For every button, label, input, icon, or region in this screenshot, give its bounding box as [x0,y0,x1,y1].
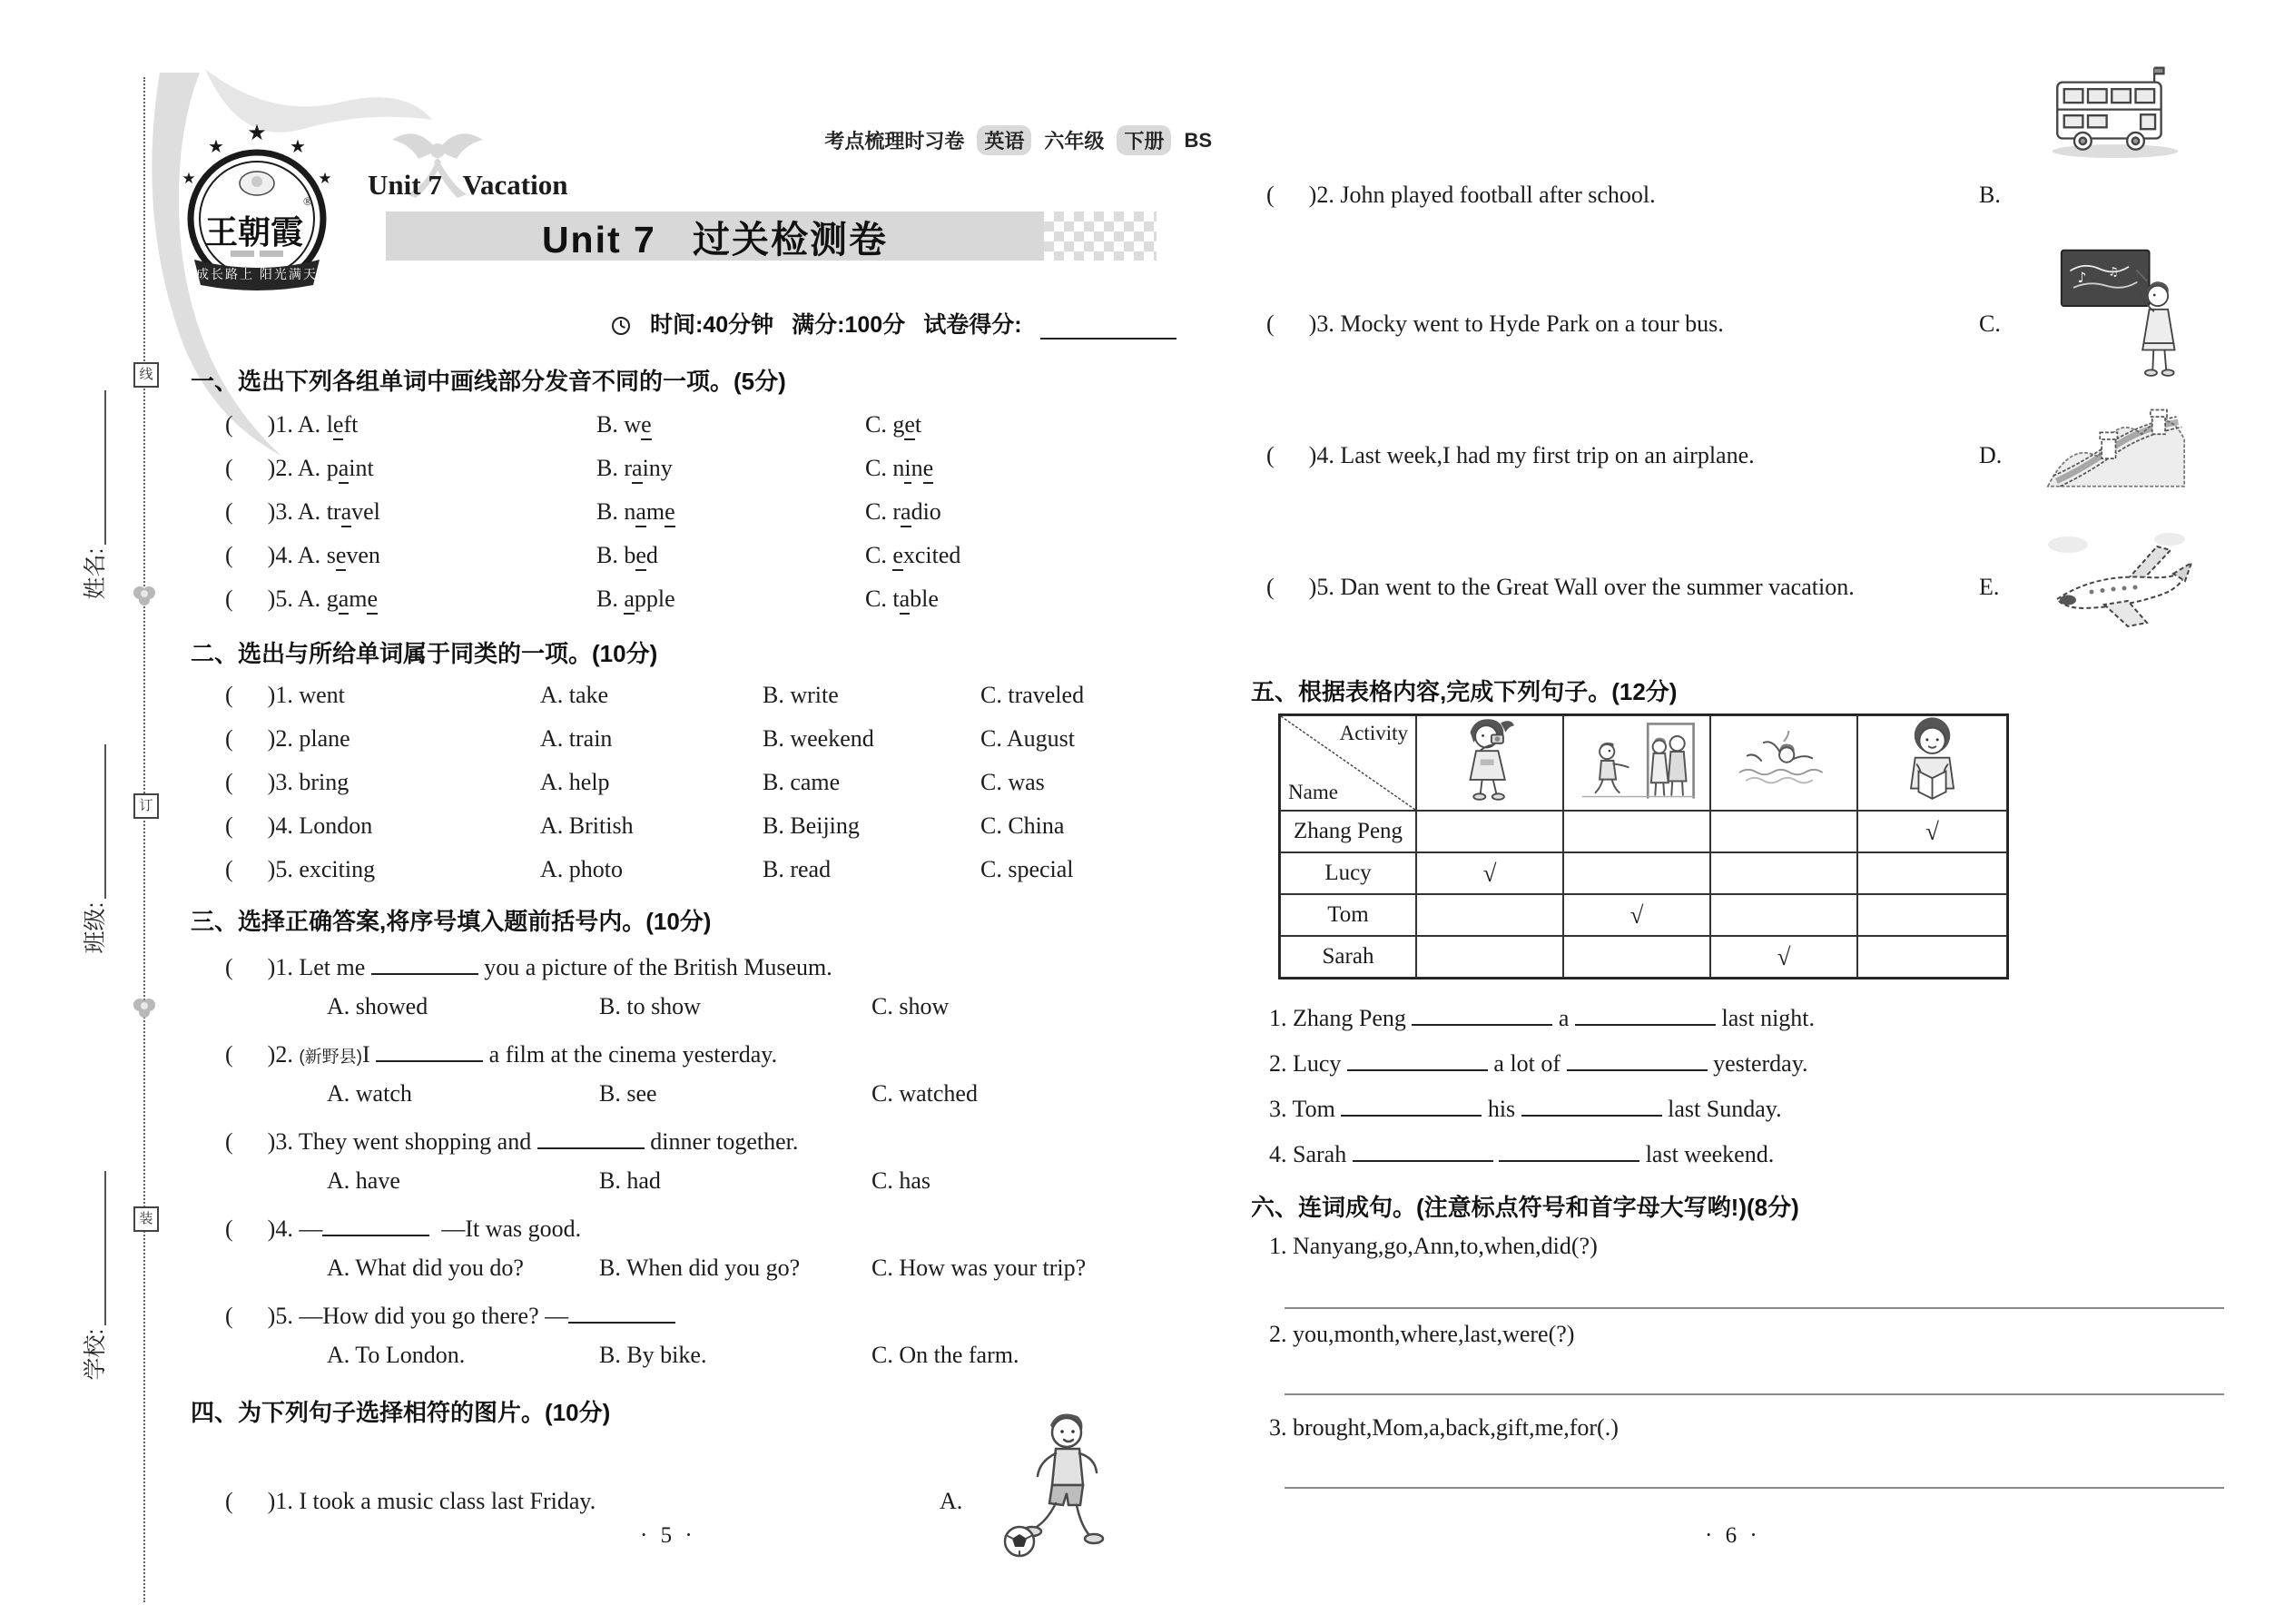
sentence-text: dinner together. [644,1128,799,1155]
page-number-left: · 5 · [640,1523,696,1548]
answer-bracket: ( ) [225,455,276,481]
phonics-row [191,542,1216,586]
choice-options [191,1167,1216,1211]
phonics-option: C. get [865,411,921,438]
meta-segment: 下册 [1117,125,1171,155]
category-option: C. China [980,812,1065,839]
answer-blank [1353,1137,1493,1162]
choice-option: C. On the farm. [871,1342,1019,1368]
margin-field-blank [82,1171,106,1325]
phonics-option: C. radio [865,498,941,526]
swimming-icon [1737,731,1831,795]
choice-option: A. What did you do? [327,1255,524,1281]
table-name-cell: Zhang Peng [1280,811,1416,852]
sentence-text: last night. [1715,1005,1816,1031]
answer-blank [1521,1091,1662,1117]
picture-option [2059,241,2181,389]
answer-bracket: ( ) [225,1488,276,1514]
meta-segment: 六年级 [1044,130,1105,153]
svg-text:★: ★ [182,170,196,188]
underlined-letter: e [635,542,646,571]
answer-line [1285,1393,2224,1395]
underlined-letter: a [901,498,911,527]
sentence-text: —How did you go there? — [299,1303,569,1329]
answer-bracket: ( ) [225,1041,276,1068]
choice-option: C. show [871,993,950,1019]
picture-match-row: ( )2. John played football after school. [1266,182,1656,208]
check-mark: √ [1482,859,1497,887]
sentence-text: Lucy [1293,1050,1347,1077]
margin-field-0 [75,354,112,635]
answer-line [1285,1487,2224,1489]
choice-options [191,1080,1216,1124]
answer-blank [537,1124,645,1149]
answer-bracket: ( ) [225,411,276,438]
underlined-letter: e [892,542,903,571]
picture-option [2047,64,2183,163]
check-mark: √ [1777,942,1791,970]
sentence-text: his [1482,1096,1521,1122]
category-stem: ( )5. exciting [225,856,376,882]
category-row [191,682,1216,725]
badge-name-text: 王朝霞 [204,214,304,251]
choice-option: C. How was your trip? [871,1255,1087,1281]
table-corner-cell [1280,715,1416,811]
category-option: C. August [980,725,1076,752]
choice-option: B. to show [599,993,701,1019]
phonics-option: C. nine [865,455,933,482]
question-stem: ( )1. Let me you a picture of the British Museum. [225,950,832,981]
category-option: A. train [540,725,613,752]
table-check-cell [1857,811,2007,852]
answer-bracket: ( ) [225,1216,276,1242]
underlined-letter: e [333,411,344,440]
sentence-text: Sarah [1293,1141,1353,1167]
choice-options [191,1342,1216,1385]
category-row [191,856,1216,900]
table-check-cell [1416,894,1563,936]
jumble-item: 3. brought,Mom,a,back,gift,me,for(.) [1269,1414,1619,1441]
phonics-option: B. bed [596,542,658,569]
underlined-letter: a [624,586,635,615]
answer-bracket: ( ) [1266,574,1317,600]
answer-blank [371,950,478,975]
svg-text:♪: ♪ [2077,269,2087,287]
picture-option-a [992,1405,1128,1566]
category-stem: ( )1. went [225,682,345,708]
table-check-cell [1857,936,2007,978]
underlined-letter: a [341,498,352,527]
sentence-text: last Sunday. [1661,1096,1782,1122]
page-number-right: · 6 · [1705,1523,1761,1548]
choice-question [191,1298,1216,1342]
clock-icon [610,315,632,337]
category-option: B. write [763,682,839,708]
category-option: A. help [540,769,610,795]
picture-match-row: ( )4. Last week,I had my first trip on an airplane. [1266,442,1755,468]
phonics-stem: ( )5. A. game [225,586,378,613]
category-option: A. photo [540,856,623,882]
unit-subtitle: Unit 7 Vacation [368,169,568,201]
picture-letter: D. [1979,442,2003,468]
checker-decoration [1044,212,1157,261]
activity-table [1278,714,2009,979]
choice-option: C. watched [871,1080,978,1107]
phonics-stem: ( )2. A. paint [225,455,374,482]
answer-blank [322,1211,429,1236]
table-activity-header [1857,715,2007,811]
section-one-title: 一、选出下列各组单词中画线部分发音不同的一项。(5分) [191,368,786,395]
table-check-cell [1416,811,1563,852]
choice-option: C. has [871,1167,930,1194]
answer-blank [1575,1000,1716,1026]
knot-decoration [131,995,158,1022]
category-option: C. traveled [980,682,1085,708]
table-activity-header [1710,715,1857,811]
reading-book-icon [1896,715,1969,811]
underlined-letter: a [635,498,646,527]
answer-blank [1347,1046,1488,1071]
fill-in-sentence: 1. Zhang Peng a last night. [1269,1000,2231,1046]
table-name-cell: Tom [1280,894,1416,936]
section-three [191,903,1216,1385]
fill-in-sentences [1269,1000,2231,1182]
underlined-letter: i [904,455,911,484]
table-check-cell [1416,852,1563,894]
sentence-text: you a picture of the British Museum. [478,954,832,980]
underlined-letter: e [665,498,675,527]
meta-segment: 英语 [977,125,1031,155]
answer-blank [1341,1091,1482,1117]
choice-question [191,1124,1216,1167]
table-check-cell [1710,894,1857,936]
margin-field-blank [82,744,106,899]
question-stem: ( )4. — —It was good. [225,1211,581,1243]
phonics-option: B. we [596,411,652,438]
binding-char-装: 装 [133,1206,159,1232]
section-four-title: 四、为下列句子选择相符的图片。(10分) [191,1399,611,1426]
phonics-option: C. table [865,586,939,613]
picture-letter: C. [1979,310,2001,337]
category-option: B. came [763,769,841,795]
picture-option [2044,387,2188,498]
sentence-text: a lot of [1487,1050,1567,1077]
margin-field-2 [75,1135,112,1416]
time-limit: 时间:40分钟 [650,312,774,338]
picture-match-stem: ( )1. I took a music class last Friday. [225,1488,596,1514]
table-check-cell [1563,894,1710,936]
boy-kicking-football-icon [992,1550,1128,1565]
category-stem: ( )2. plane [225,725,350,752]
binding-char-订: 订 [133,793,159,819]
answer-bracket: ( ) [225,856,276,882]
choice-question [191,950,1216,993]
picture-match-row: ( )3. Mocky went to Hyde Park on a tour bus. [1266,310,1724,337]
category-option: C. special [980,856,1074,882]
choice-option: A. To London. [327,1342,466,1368]
answer-bracket: ( ) [1266,182,1317,208]
answer-bracket: ( ) [225,542,276,568]
page-header-meta [817,125,1212,155]
phonics-row [191,411,1216,455]
choice-option: A. have [327,1167,400,1194]
category-row [191,769,1216,812]
phonics-stem: ( )4. A. seven [225,542,380,569]
choice-option: B. By bike. [599,1342,707,1368]
answer-bracket: ( ) [225,682,276,708]
answer-blank [1567,1046,1708,1071]
table-check-cell [1563,852,1710,894]
section-two [191,635,1216,900]
category-option: B. weekend [763,725,874,752]
category-option: B. read [763,856,832,882]
sentence-text: Let me [299,954,371,980]
underlined-letter: a [339,455,350,484]
meta-segment: BS [1184,128,1212,152]
underlined-letter: e [336,542,347,571]
underlined-letter: e [367,586,378,615]
category-option: B. Beijing [763,812,860,839]
answer-bracket: ( ) [225,498,276,525]
test-title-band: Unit 7 过关检测卷 [386,212,1044,261]
margin-field-1 [75,699,112,999]
score-blank [1040,315,1177,340]
phonics-option: B. apple [596,586,675,613]
picture-match-row: ( )5. Dan went to the Great Wall over the summer vacation. [1266,574,1855,600]
table-corner-name: Name [1288,781,1338,803]
question-stem: ( )2. (新野县)I a film at the cinema yesterday. [225,1037,777,1068]
question-stem: ( )5. —How did you go there? — [225,1298,675,1330]
meta-segment: 考点梳理时习卷 [824,130,965,153]
badge-registered-mark: ® [303,194,312,208]
table-check-cell [1563,936,1710,978]
choice-option: A. showed [327,993,428,1019]
svg-text:★: ★ [208,135,224,157]
choice-question [191,1211,1216,1255]
phonics-option: B. rainy [596,455,673,482]
table-check-cell [1563,811,1710,852]
fill-in-sentence: 4. Sarah last weekend. [1269,1137,2231,1182]
girl-taking-photo-icon [1460,715,1520,811]
section-six-title: 六、连词成句。(注意标点符号和首字母大写哟!)(8分) [1251,1194,1799,1221]
binding-char-线: 线 [133,362,159,388]
svg-text:★: ★ [318,170,332,188]
full-score: 满分:100分 [792,312,906,338]
margin-field-blank [82,390,106,545]
category-option: A. take [540,682,609,708]
sentence-text: a film at the cinema yesterday. [483,1041,778,1068]
answer-blank [1412,1000,1552,1026]
answer-bracket: ( ) [225,769,276,795]
answer-bracket: ( ) [1266,310,1317,337]
sentence-text: Tom [1292,1096,1342,1122]
answer-bracket: ( ) [1266,442,1317,468]
sentence-text: yesterday. [1707,1050,1808,1077]
sentence-text: I [362,1041,377,1068]
test-info-line [610,307,1177,340]
answer-bracket: ( ) [225,1303,276,1329]
double-decker-bus-icon [2047,147,2183,162]
sentence-text: —It was good. [429,1216,582,1242]
jumble-item: 1. Nanyang,go,Ann,to,when,did(?) [1269,1233,1598,1259]
choice-option: B. see [599,1080,657,1107]
picture-option [2041,527,2195,642]
category-option: A. British [540,812,634,839]
underlined-letter: a [632,455,643,484]
table-check-cell [1857,852,2007,894]
answer-blank [568,1298,675,1324]
sentence-text: a [1552,1005,1575,1031]
badge-ribbon-text: 成长路上 阳光满天 [196,267,318,281]
source-note: (新野县) [299,1048,362,1067]
check-mark: √ [1925,817,1939,845]
answer-blank [1499,1137,1639,1162]
answer-bracket: ( ) [225,725,276,752]
section-one [191,363,1216,629]
table-check-cell [1710,936,1857,978]
fill-in-sentence: 3. Tom his last Sunday. [1269,1091,2231,1137]
margin-field-label: 班级: [83,901,108,954]
picture-letter: B. [1979,182,2001,208]
phonics-stem: ( )1. A. left [225,411,358,438]
fill-in-sentence: 2. Lucy a lot of yesterday. [1269,1046,2231,1091]
answer-line [1285,1307,2224,1309]
table-activity-header [1416,715,1563,811]
phonics-row [191,455,1216,498]
section-five-title: 五、根据表格内容,完成下列句子。(12分) [1251,678,1678,705]
category-row [191,725,1216,769]
margin-field-label: 姓名: [83,547,108,600]
jumble-item: 2. you,month,where,last,were(?) [1269,1321,1575,1347]
answer-blank [376,1037,483,1062]
choice-options [191,993,1216,1037]
underlined-letter: e [923,455,934,484]
family-visit-icon [1576,717,1698,810]
choice-question [191,1037,1216,1080]
svg-text:♫: ♫ [2108,265,2119,280]
sentence-text: — [299,1216,323,1242]
check-mark: √ [1629,901,1644,929]
answer-bracket: ( ) [225,954,276,980]
binding-dotted-line [143,77,145,1602]
answer-bracket: ( ) [225,1128,276,1155]
great-wall-icon [2044,482,2188,497]
category-stem: ( )3. bring [225,769,350,795]
table-check-cell [1710,811,1857,852]
underlined-letter: a [339,586,350,615]
picture-letter: E. [1979,574,2000,600]
section-two-title: 二、选出与所给单词属于同类的一项。(10分) [191,640,658,667]
table-check-cell [1857,894,2007,936]
sentence-text: They went shopping and [298,1128,537,1155]
phonics-row [191,586,1216,629]
phonics-option: C. excited [865,542,960,569]
score-label: 试卷得分: [923,312,1022,338]
knot-decoration [131,583,158,610]
svg-text:★: ★ [247,120,267,145]
underlined-letter: e [904,411,915,440]
underlined-letter: e [641,411,652,440]
category-stem: ( )4. London [225,812,373,839]
answer-bracket: ( ) [225,812,276,839]
margin-field-label: 学校: [83,1328,108,1381]
category-option: C. was [980,769,1045,795]
choice-options [191,1255,1216,1298]
underlined-letter: a [900,586,911,615]
table-name-cell: Sarah [1280,936,1416,978]
sentence-text: last weekend. [1639,1141,1775,1167]
choice-option: A. watch [327,1080,412,1107]
table-check-cell [1710,852,1857,894]
answer-bracket: ( ) [225,586,276,612]
choice-option: B. had [599,1167,661,1194]
picture-letter: A. [940,1488,963,1514]
table-activity-header [1563,715,1710,811]
publisher-badge-logo [171,114,343,296]
svg-text:★: ★ [290,135,306,157]
choice-option: B. When did you go? [599,1255,801,1281]
phonics-row [191,498,1216,542]
question-stem: ( )3. They went shopping and dinner together. [225,1124,798,1156]
phonics-stem: ( )3. A. travel [225,498,380,526]
table-check-cell [1416,936,1563,978]
category-row [191,812,1216,856]
phonics-option: B. name [596,498,675,526]
table-name-cell: Lucy [1280,852,1416,894]
section-three-title: 三、选择正确答案,将序号填入题前括号内。(10分) [191,908,712,935]
table-corner-activity: Activity [1339,722,1408,744]
airplane-icon [2041,625,2195,641]
sentence-text: Zhang Peng [1293,1005,1413,1031]
